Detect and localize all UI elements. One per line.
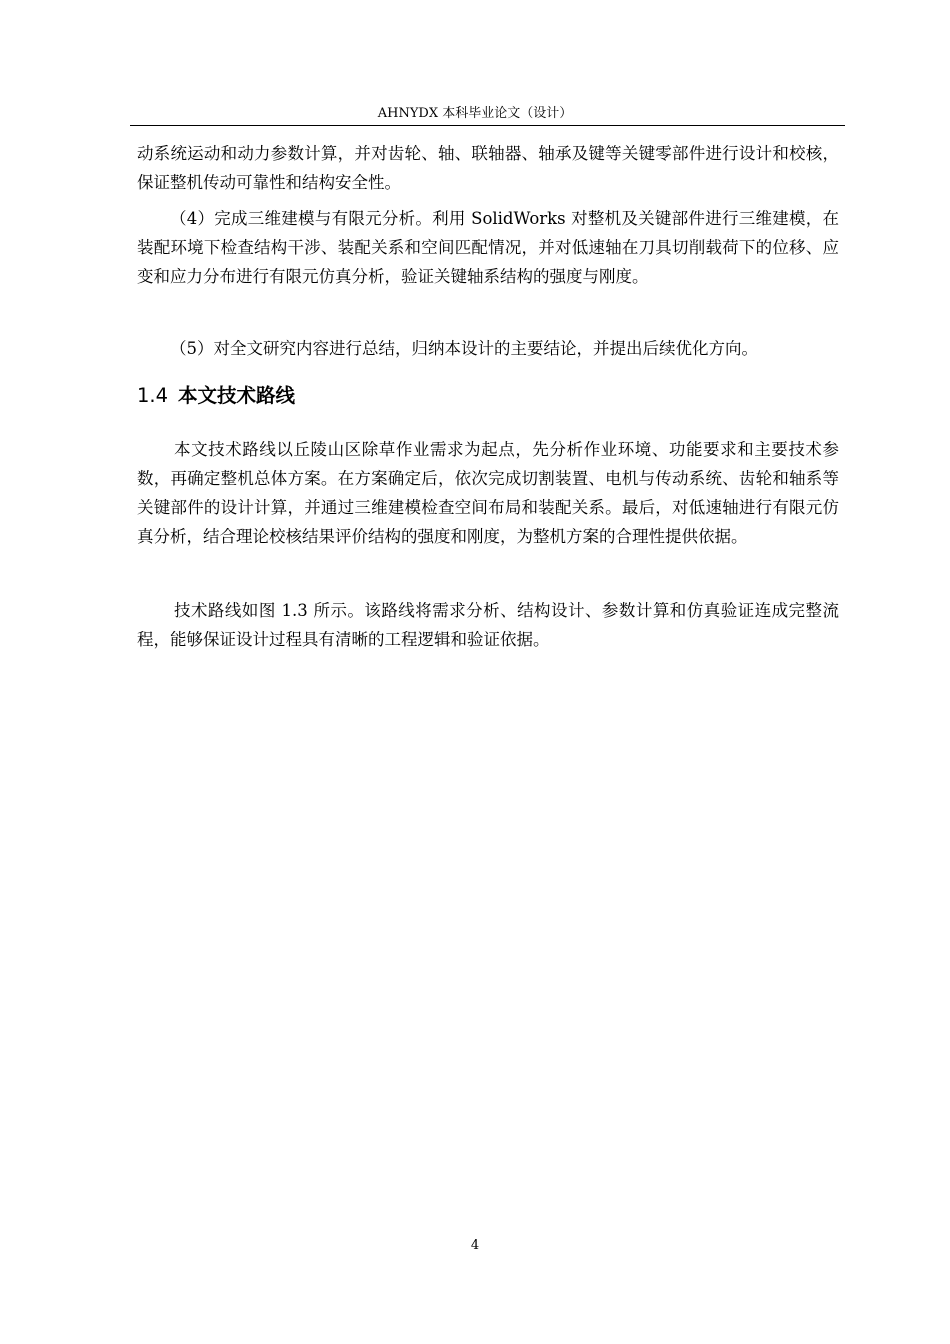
running-header: AHNYDX 本科毕业论文（设计）	[377, 106, 573, 121]
section-heading	[137, 380, 295, 412]
continued-paragraph: 动系统运动和动力参数计算，并对齿轮、轴、联轴器、轴承及键等关键零部件进行设计和校核，保证整机传动可靠性和结构安全性。	[137, 144, 839, 192]
header-divider	[130, 125, 845, 126]
section-title: 本文技术路线	[178, 384, 296, 407]
page-number: 4	[470, 1238, 480, 1253]
section-paragraph-2: 技术路线如图 1.3 所示。该路线将需求分析、结构设计、参数计算和仿真验证连成完整流程，能够保证设计过程具有清晰的工程逻辑和验证依据。	[137, 601, 839, 649]
list-item-4: （4）完成三维建模与有限元分析。利用 SolidWorks 对整机及关键部件进行三维建模，在装配环境下检查结构干涉、装配关系和空间匹配情况，并对低速轴在刀具切削载荷下的位移、应变和应力分布进行有限元仿真分析，验证关键轴系结构的强度与刚度。	[137, 209, 839, 286]
list-item-5: （5）对全文研究内容进行总结，归纳本设计的主要结论，并提出后续优化方向。	[170, 339, 758, 358]
section-number: 1.4	[137, 384, 169, 407]
section-paragraph-1: 本文技术路线以丘陵山区除草作业需求为起点，先分析作业环境、功能要求和主要技术参数，再确定整机总体方案。在方案确定后，依次完成切割装置、电机与传动系统、齿轮和轴系等关键部件的设计计算，并通过三维建模检查空间布局和装配关系。最后，对低速轴进行有限元仿真分析，结合理论校核结果评价结构的强度和刚度，为整机方案的合理性提供依据。	[137, 440, 839, 546]
